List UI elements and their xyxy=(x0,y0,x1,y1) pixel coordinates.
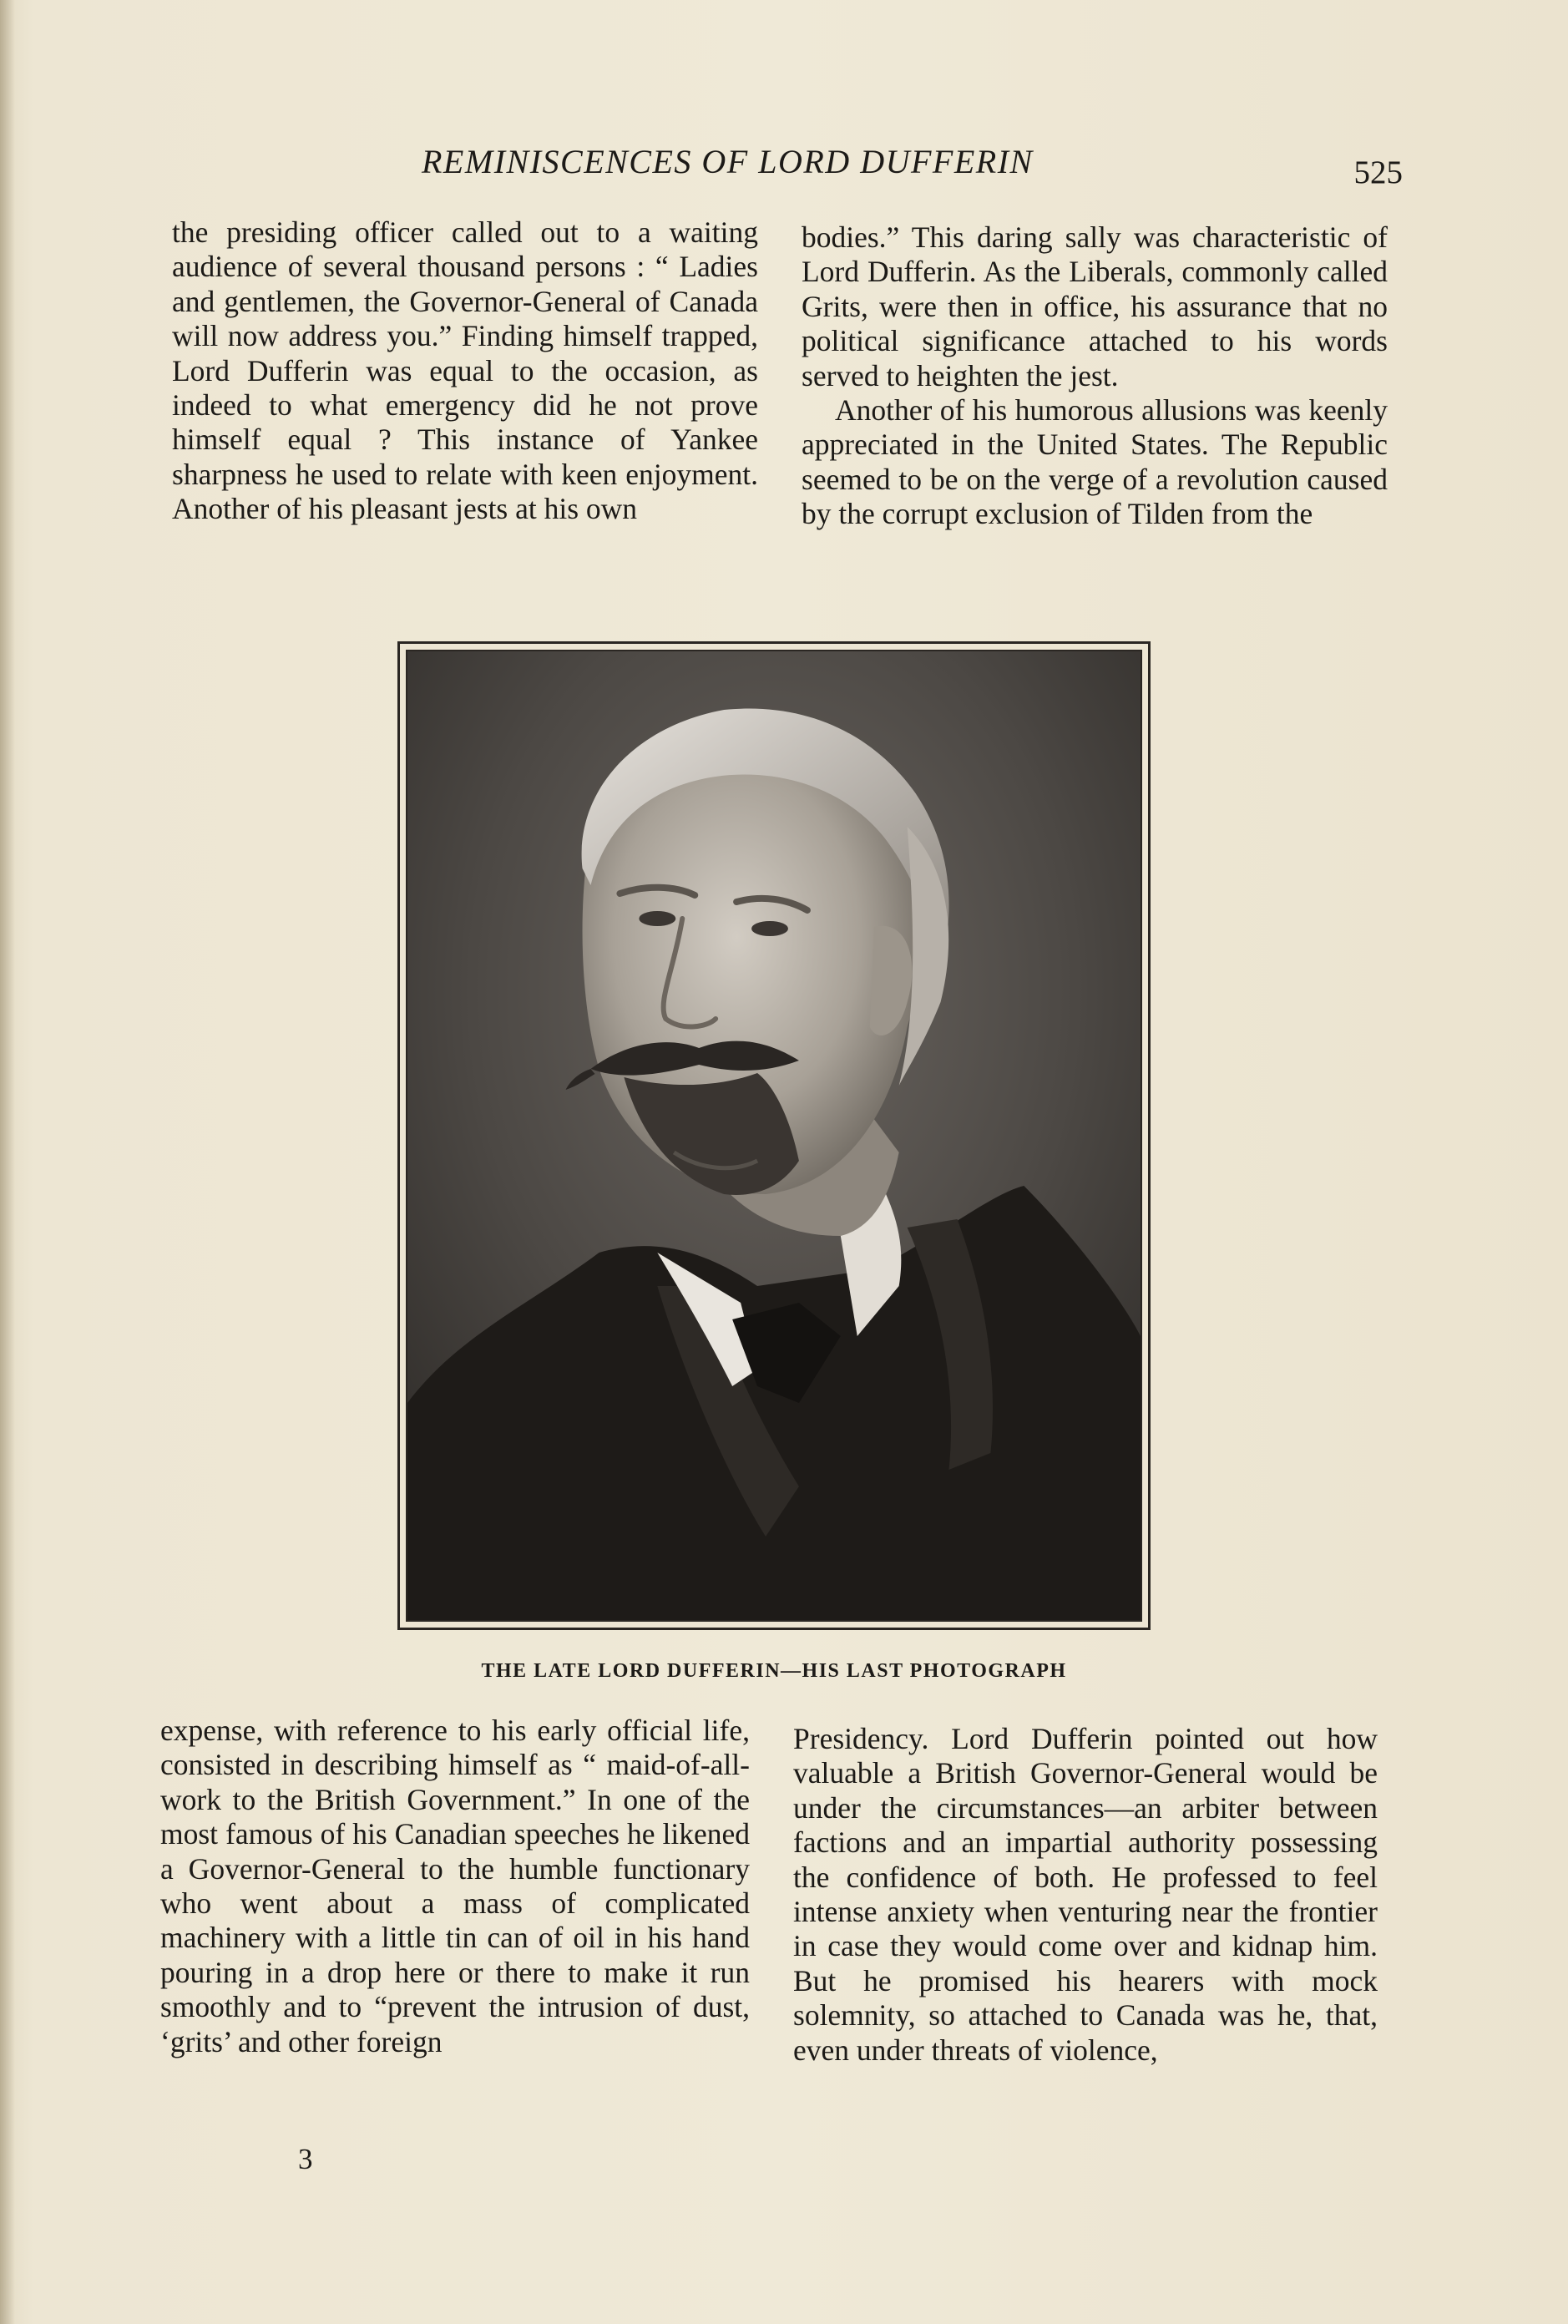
portrait-photo xyxy=(406,650,1142,1622)
portrait-photo-frame xyxy=(397,641,1151,1630)
column-bottom-right xyxy=(793,1722,1378,2068)
page-number: 525 xyxy=(1353,154,1403,190)
portrait-illustration xyxy=(407,651,1141,1620)
signature-mark: 3 xyxy=(298,2143,313,2175)
running-title: REMINISCENCES OF LORD DUFFERIN xyxy=(422,143,1034,180)
column-top-left xyxy=(172,215,758,527)
column-bottom-left xyxy=(160,1714,750,2059)
paragraph: Presidency. Lord Dufferin pointed out how valuable a British Governor-General would be under the circumstances—an arbiter between factions and an impartial authority possessing the confidence of both. He professed to feel intense anxiety when venturing near the frontier in case they would come over and kidnap him. But he promised his hearers with mock solemnity, so attached to Canada was he, that, even under threats of violence, xyxy=(793,1722,1378,2067)
column-top-right xyxy=(802,220,1388,532)
photo-caption: THE LATE LORD DUFFERIN—HIS LAST PHOTOGRAPH xyxy=(481,1660,1067,1682)
spine-shadow xyxy=(0,0,15,2324)
paragraph: bodies.” This daring sally was characteristic of Lord Dufferin. As the Liberals, commonly called Grits, were then in office, his assurance that no political significance attached to his words served to heighten the jest. xyxy=(802,220,1388,392)
paragraph: expense, with reference to his early official life, consisted in describing himself as “ maid-of-all-work to the British Government.” In one of the most famous of his Canadian speeches he likened a Governor-General to the humble functionary who went about a mass of complicated machinery with a little tin can of oil in his hand pouring in a drop here or there to make it run smoothly and to “prevent the intrusion of dust, ‘grits’ and other foreign xyxy=(160,1714,750,2058)
running-head xyxy=(167,142,1403,192)
paragraph: Another of his humorous allusions was keenly appreciated in the United States. The Republic seemed to be on the verge of a revolution caused by the corrupt exclusion of Tilden from the xyxy=(802,393,1388,531)
paragraph: the presiding officer called out to a waiting audience of several thousand persons : “ Ladies and gentlemen, the Governor-General of Canada will now address you.” Finding himself trapped, Lord Dufferin was equal to the occasion, as indeed to what emergency did he not prove himself equal ? This instance of Yankee sharpness he used to relate with keen enjoyment. Another of his pleasant jests at his own xyxy=(172,215,758,526)
